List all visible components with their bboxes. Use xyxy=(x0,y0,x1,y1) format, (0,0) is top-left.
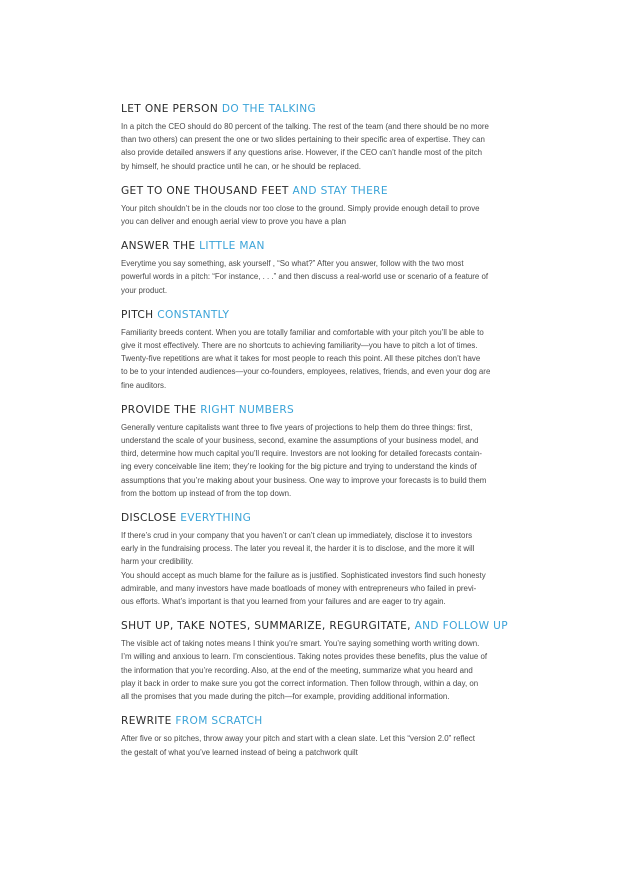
section-answer-little-man xyxy=(121,239,536,297)
text-line: early in the fundraising process. The later you reveal it, the harder it is to disclose, and the more it will xyxy=(121,544,475,554)
text-line: third, determine how much capital you’ll require. Investors are not looking for detailed forecasts contain- xyxy=(121,449,482,459)
section-heading xyxy=(121,308,536,322)
section-heading xyxy=(121,714,536,728)
text-line: assumptions that you’re making about your business. One way to improve your forecasts is to build them xyxy=(121,475,487,485)
paragraph xyxy=(121,257,536,297)
text-line: The visible act of taking notes means I think you’re smart. You’re saying something worth writing down. xyxy=(121,639,480,649)
section-heading xyxy=(121,239,536,253)
section-disclose-everything xyxy=(121,511,536,608)
heading-text: DISCLOSE xyxy=(121,512,181,525)
heading-text: GET TO ONE THOUSAND FEET xyxy=(121,184,293,197)
section-shut-up-follow-up xyxy=(121,619,536,703)
section-right-numbers xyxy=(121,403,536,500)
text-line: give it most effectively. There are no shortcuts to achieving familiarity—you have to pitch a lot of times. xyxy=(121,341,478,351)
heading-accent-text: DO THE TALKING xyxy=(221,103,317,115)
section-one-thousand-feet xyxy=(121,184,536,228)
text-line: play it back in order to make sure you got the correct information. Then follow through, within a day, on xyxy=(121,678,479,688)
paragraph xyxy=(121,120,536,173)
section-rewrite-from-scratch xyxy=(121,714,536,758)
text-line: Everytime you say something, ask yourself , “So what?” After you answer, follow with the two most xyxy=(121,259,464,269)
paragraph xyxy=(121,326,536,392)
text-line: also provide detailed answers if any questions arise. However, if the CEO can’t handle most of the pitch xyxy=(121,148,482,158)
heading-text: LET ONE PERSON xyxy=(121,103,222,115)
paragraph xyxy=(121,421,536,500)
section-let-one-person xyxy=(121,102,536,173)
text-line: I’m willing and anxious to learn. I’m conscientious. Taking notes provides these benefits, plus the value of xyxy=(121,652,488,662)
text-line: Your pitch shouldn’t be in the clouds nor too close to the ground. Simply provide enough detail to prove xyxy=(121,203,480,213)
text-line: your product. xyxy=(121,285,168,295)
text-line: You should accept as much blame for the failure as is justified. Sophisticated investors find such honesty xyxy=(121,570,486,580)
text-line: all the promises that you made during the pitch—for example, providing additional information. xyxy=(121,692,450,702)
text-line: ous efforts. What’s important is that you learned from your failures and are eager to try again. xyxy=(121,597,446,607)
text-line: powerful words in a pitch: “For instance, . . .” and then discuss a real-world use or scenario of a feature of xyxy=(121,272,489,282)
text-line: understand the scale of your business, second, examine the assumptions of your business model, and xyxy=(121,436,479,446)
paragraph xyxy=(121,569,536,609)
paragraph xyxy=(121,202,536,228)
heading-accent-text: RIGHT NUMBERS xyxy=(200,403,295,416)
text-line: by himself, he should practice until he can, or he should be replaced. xyxy=(121,161,361,171)
text-line: admirable, and many investors have made boatloads of money with entrepreneurs who failed in previ- xyxy=(121,583,477,593)
heading-text: ANSWER THE xyxy=(121,240,200,253)
section-heading xyxy=(121,102,536,116)
heading-text: PITCH xyxy=(121,308,158,321)
text-line: fine auditors. xyxy=(121,380,167,390)
section-heading xyxy=(121,511,536,525)
heading-accent-text: AND STAY THERE xyxy=(292,184,388,197)
text-line: Twenty-five repetitions are what it takes for most people to reach this point. All these pitches don’t have xyxy=(121,354,481,364)
heading-text: REWRITE xyxy=(121,715,176,728)
heading-accent-text: AND FOLLOW UP xyxy=(414,620,508,633)
text-line: harm your credibility. xyxy=(121,557,194,567)
heading-accent-text: EVERYTHING xyxy=(180,512,252,525)
text-line: to be to your intended audiences—your co-founders, employees, relatives, friends, and even your dog are xyxy=(121,367,491,377)
text-line: After five or so pitches, throw away your pitch and start with a clean slate. Let this “version 2.0” reflect xyxy=(121,734,475,744)
text-line: the information that you’re recording. Also, at the end of the meeting, summarize what you heard and xyxy=(121,665,473,675)
text-line: Familiarity breeds content. When you are totally familiar and comfortable with your pitch you’ll be able to xyxy=(121,327,484,337)
heading-accent-text: FROM SCRATCH xyxy=(175,715,263,728)
text-line: In a pitch the CEO should do 80 percent of the talking. The rest of the team (and there should be no more xyxy=(121,122,489,131)
heading-text: SHUT UP, TAKE NOTES, SUMMARIZE, REGURGITATE, xyxy=(121,620,415,633)
heading-text: PROVIDE THE xyxy=(121,403,201,416)
section-heading xyxy=(121,619,536,633)
text-line: the gestalt of what you’ve learned instead of being a patchwork quilt xyxy=(121,747,358,757)
section-heading xyxy=(121,403,536,417)
text-line: If there’s crud in your company that you haven’t or can’t clean up immediately, disclose it to investors xyxy=(121,531,473,541)
paragraph xyxy=(121,529,536,569)
heading-accent-text: LITTLE MAN xyxy=(199,240,265,253)
text-line: ing every conceivable line item; they’re looking for the big picture and trying to understand the kinds of xyxy=(121,462,477,472)
text-line: from the bottom up instead of from the top down. xyxy=(121,488,292,498)
text-line: Generally venture capitalists want three to five years of projections to help them do three things: first, xyxy=(121,422,473,432)
section-pitch-constantly xyxy=(121,308,536,392)
document-body xyxy=(121,102,536,770)
text-line: you can deliver and enough aerial view to prove you have a plan xyxy=(121,217,347,227)
section-heading xyxy=(121,184,536,198)
paragraph xyxy=(121,637,536,703)
text-line: than two others) can present the one or two slides pertaining to their specific area of expertise. They can xyxy=(121,135,485,145)
heading-accent-text: CONSTANTLY xyxy=(157,308,230,321)
paragraph xyxy=(121,732,536,758)
